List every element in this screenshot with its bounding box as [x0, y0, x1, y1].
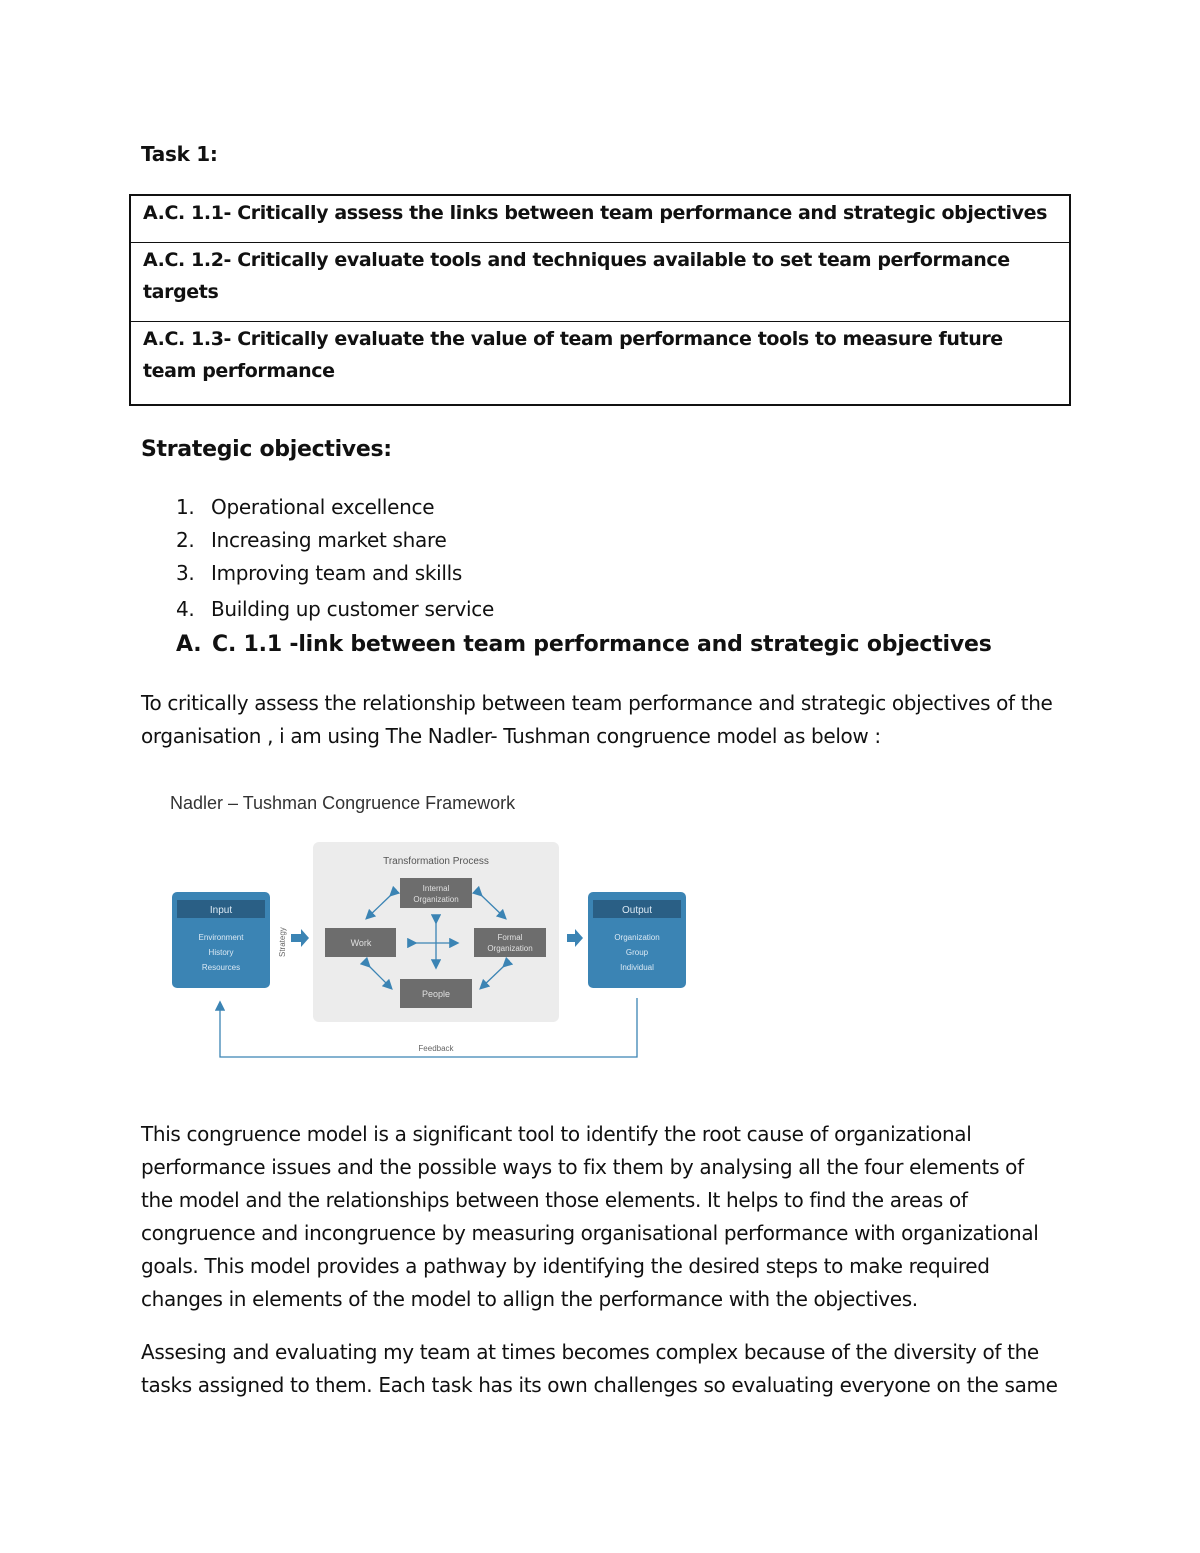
svg-text:Formal: Formal [497, 933, 523, 942]
svg-text:Environment: Environment [198, 933, 244, 942]
intro-paragraph: To critically assess the relationship between team performance and strategic objectives of the organisation , i am using The Nadler- Tushman congruence model as below : [141, 691, 1053, 748]
criterion-2: A.C. 1.2- Critically evaluate tools and techniques available to set team performance targets [130, 243, 1070, 322]
formal-organization-box [474, 928, 546, 957]
strategy-label: Strategy [278, 927, 287, 957]
list-item: 2. Increasing market share [176, 528, 447, 552]
congruence-framework-diagram [165, 785, 705, 1075]
body-paragraph-2: This congruence model is a significant tool to identify the root cause of organizational performance issues and the possible ways to fix them by analysing all the four elements of the model and the relationships between those elements. It helps to find the areas of congruence and incongruence by measuring organisational performance with organizational goals. This model provides a pathway by identifying the desired steps to make required changes in elements of the model to allign the performance with the objectives. [141, 1122, 1039, 1311]
svg-text:People: People [421, 989, 451, 999]
strategic-objectives-heading: Strategic objectives: [141, 437, 392, 462]
output-box [588, 892, 686, 988]
svg-text:Organization: Organization [487, 944, 533, 953]
list-item: 1. Operational excellence [176, 495, 435, 519]
section-heading [176, 632, 992, 657]
input-arrow [291, 929, 309, 947]
svg-text:Output: Output [621, 905, 653, 916]
list-item: 4. Building up customer service [176, 597, 494, 621]
feedback-label: Feedback [418, 1044, 454, 1053]
svg-text:History: History [208, 948, 234, 957]
svg-text:Group: Group [625, 948, 649, 957]
assessment-criteria-table [129, 194, 1071, 406]
criterion-1: A.C. 1.1- Critically assess the links between team performance and strategic objectives [143, 202, 1048, 224]
svg-text:Organization: Organization [413, 895, 459, 904]
criterion-3: A.C. 1.3- Critically evaluate the value of team performance tools to measure future team performance [130, 322, 1070, 406]
list-item: 3. Improving team and skills [176, 561, 463, 585]
task-title: Task 1: [141, 142, 218, 166]
svg-text:Internal: Internal [422, 884, 450, 893]
objectives-list [141, 492, 494, 627]
people-box [400, 979, 472, 1008]
section-heading-text: C. 1.1 -link between team performance and strategic objectives [212, 632, 992, 657]
svg-text:Organization: Organization [614, 933, 660, 942]
output-arrow [567, 929, 583, 947]
internal-organization-box [400, 878, 472, 908]
input-box [172, 892, 270, 988]
body-paragraph-3: Assesing and evaluating my team at times becomes complex because of the diversity of the tasks assigned to them. Each task has its own challenges so evaluating everyone on the same [141, 1340, 1058, 1397]
svg-text:Input: Input [209, 905, 233, 916]
svg-text:Work: Work [350, 938, 372, 948]
diagram-title: Nadler – Tushman Congruence Framework [170, 793, 516, 813]
process-title: Transformation Process [383, 856, 489, 867]
section-heading-number: A. [176, 632, 202, 657]
svg-text:Individual: Individual [620, 963, 654, 972]
work-box [325, 928, 396, 957]
svg-text:Resources: Resources [201, 963, 241, 972]
